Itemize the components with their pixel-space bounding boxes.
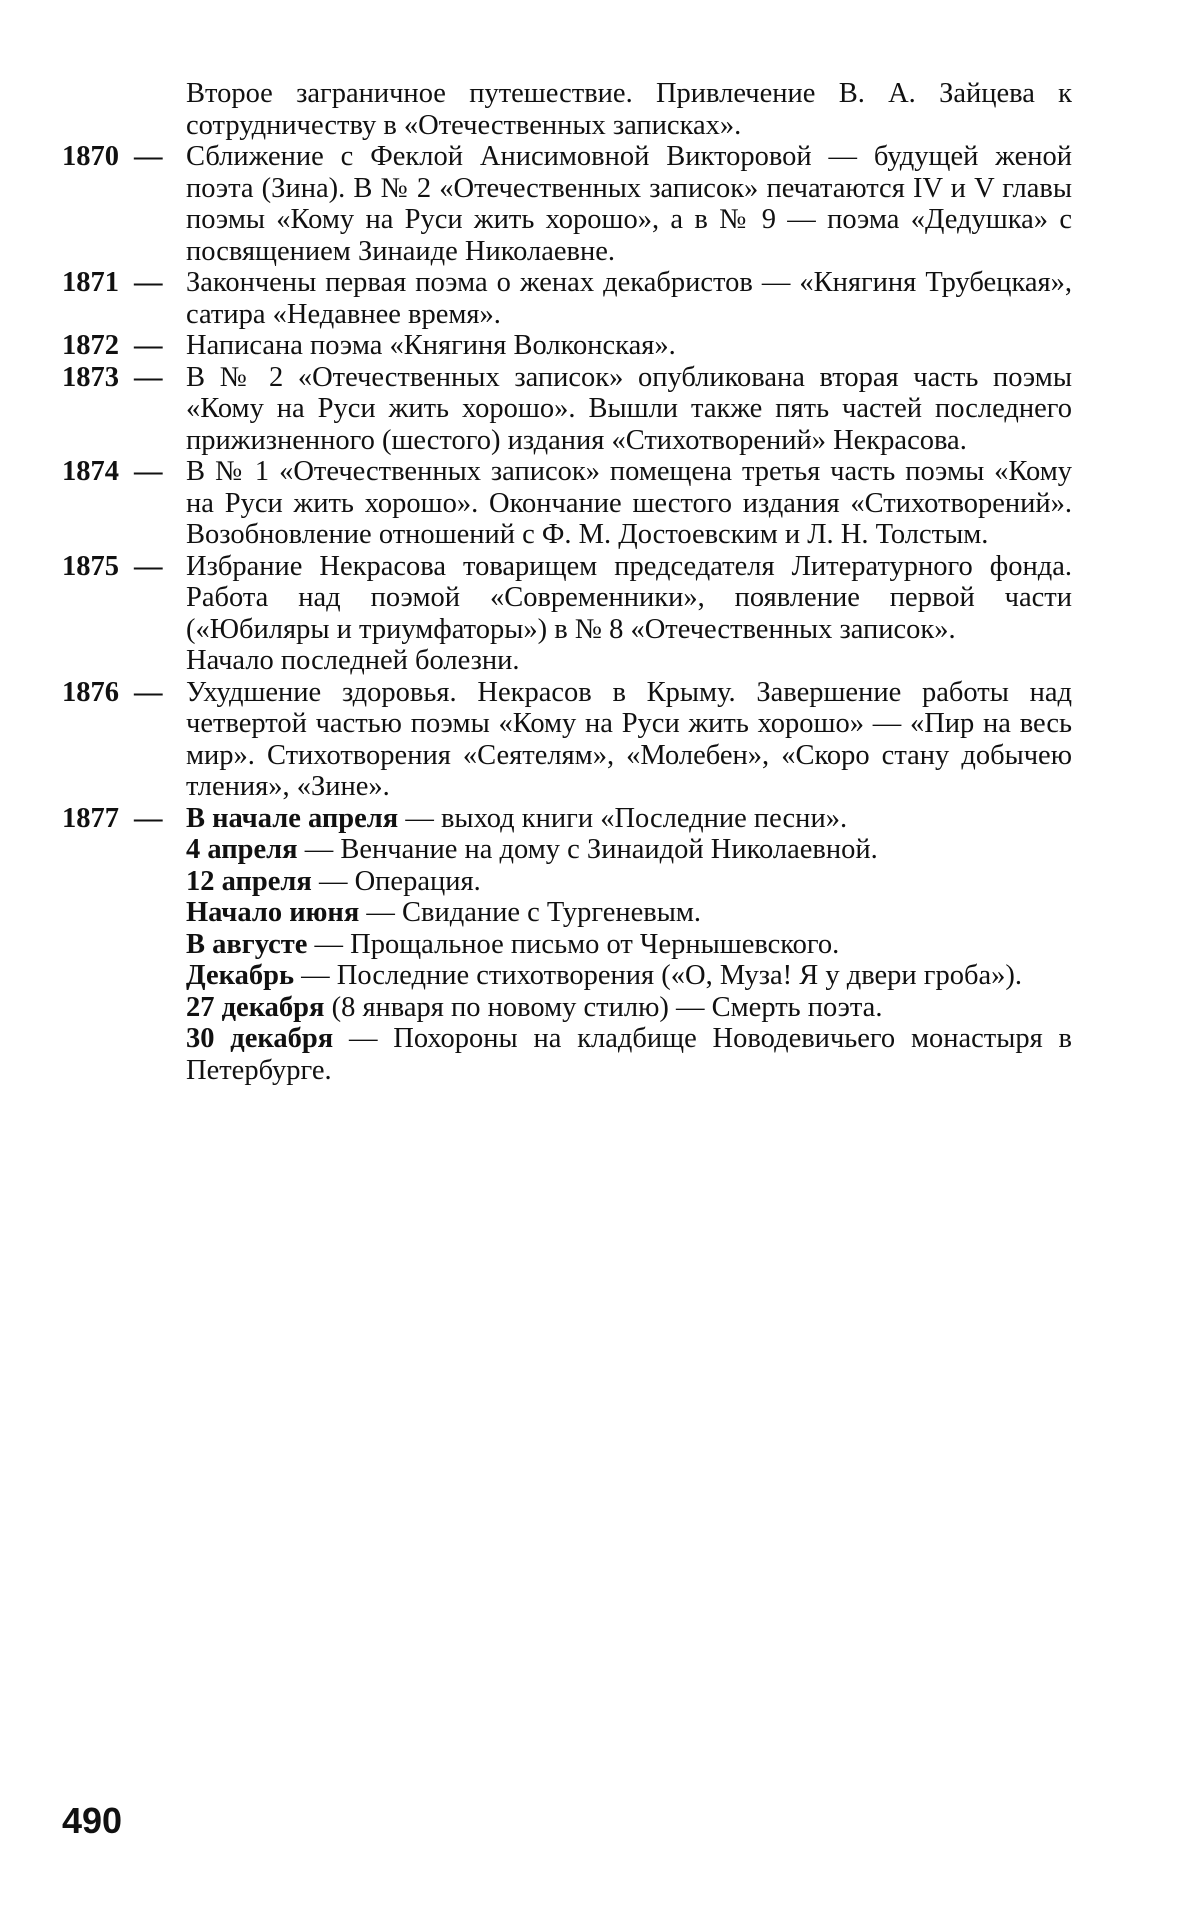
entry-dash: — [134,456,163,487]
event-item [186,866,1072,898]
event-item [186,803,1072,835]
event-text: Смерть поэта. [711,991,883,1023]
event-separator: — [294,960,337,991]
event-text: Свидание с Тургеневым. [402,897,702,928]
entry-main-text: Избрание Некрасова товарищем председателя Литературного фонда. Работа над поэмой «Современники», появление первой части («Юбиляры и триумфаторы») в № 8 «Отечественных записок». [186,550,1072,645]
event-date: В начале апреля [186,802,399,834]
chronology-entry-1877 [62,803,1072,1087]
event-date: 27 декабря [186,991,325,1023]
event-date: Начало июня [186,897,360,928]
event-date: 12 апреля [186,865,312,897]
event-date: 30 декабря [186,1023,334,1054]
event-item [186,960,1072,992]
entry-dash: — [134,550,163,582]
entry-year: 1870 [62,141,119,172]
entry-text: В № 2 «Отечественных записок» опубликована вторая часть поэмы «Кому на Руси жить хорошо». Вышли также пять частей последнего прижизненного (шестого) издания «Стихотворений» Некрасова. [186,361,1072,456]
entry-text: Закончены первая поэма о женах декабристов — «Княгиня Трубецкая», сатира «Недавнее время». [186,267,1072,330]
event-text: Венчание на дому с Зинаидой Николаевной. [340,834,878,865]
entry-year: 1877 [62,802,119,834]
event-item [186,992,1072,1024]
entry-extra-text: Начало последней болезни. [186,645,520,676]
entry-dash: — [134,676,163,708]
chronology-entry-1874 [62,456,1072,551]
chronology-entry-1873 [62,362,1072,457]
event-text: Последние стихотворения («О, Муза! Я у двери гроба»). [336,960,1023,991]
chronology-entry-1875 [62,551,1072,677]
event-item [186,1023,1072,1086]
event-date: Декабрь [186,960,295,991]
chronology-entry-1871 [62,267,1072,330]
page-number: 490 [62,1800,123,1841]
intro-paragraph: Второе заграничное путешествие. Привлечение В. А. Зайцева к сотрудничеству в «Отечественных записках». [186,78,1072,141]
entry-text: Написана поэма «Княгиня Волконская». [186,330,676,361]
event-separator: — [398,802,441,834]
event-text: Похороны на кладбище Новодевичьего монастыря в Петербурге. [186,1023,1073,1086]
entry-year: 1873 [62,361,119,393]
entry-dash: — [134,802,163,834]
entry-1877-events [186,803,1072,1087]
event-date: 4 апреля [186,834,298,865]
chronology-entry-1876 [62,677,1072,803]
event-separator: — [333,1023,394,1054]
event-date: В августе [186,928,308,960]
event-separator: (8 января по новому стилю) — [324,991,712,1023]
entry-dash: — [134,141,163,172]
chronology-entry-1872 [62,330,1072,362]
entry-text: В № 1 «Отечественных записок» помещена третья часть поэмы «Кому на Руси жить хорошо». Окончание шестого издания «Стихотворений». Возобновление отношений с Ф. М. Достоевским и Л. Н. Толстым. [186,456,1072,550]
entry-text [186,551,1072,677]
event-separator: — [359,897,403,928]
entry-year: 1875 [62,550,119,582]
entry-text: Ухудшение здоровья. Некрасов в Крыму. Завершение работы над четвертой частью поэмы «Кому на Руси жить хорошо» — «Пир на весь мир». Стихотворения «Сеятелям», «Молебен», «Скоро стану добычею тления», «Зине». [186,676,1072,802]
entry-dash: — [134,330,163,361]
entry-year: 1874 [62,456,119,487]
event-separator: — [297,834,341,865]
event-text: Операция. [354,865,481,897]
entry-dash: — [134,361,163,393]
entry-year: 1871 [62,267,119,298]
entry-dash: — [134,267,163,298]
event-item [186,834,1072,866]
entry-year: 1876 [62,676,119,708]
event-separator: — [307,928,351,960]
event-text: Прощальное письмо от Чернышевского. [350,928,840,960]
event-text: выход книги «Последние песни». [440,802,848,834]
chronology-page [62,78,1072,1086]
event-item [186,897,1072,929]
entry-text: Сближение с Феклой Анисимовной Викторовой — будущей женой поэта (Зина). В № 2 «Отечественных записок» печатаются IV и V главы поэмы «Кому на Руси жить хорошо», а в № 9 — поэма «Дедушка» с посвящением Зинаиде Николаевне. [186,141,1072,267]
chronology-entry-1870 [62,141,1072,267]
event-separator: — [311,865,355,897]
entry-year: 1872 [62,330,119,361]
event-item [186,929,1072,961]
